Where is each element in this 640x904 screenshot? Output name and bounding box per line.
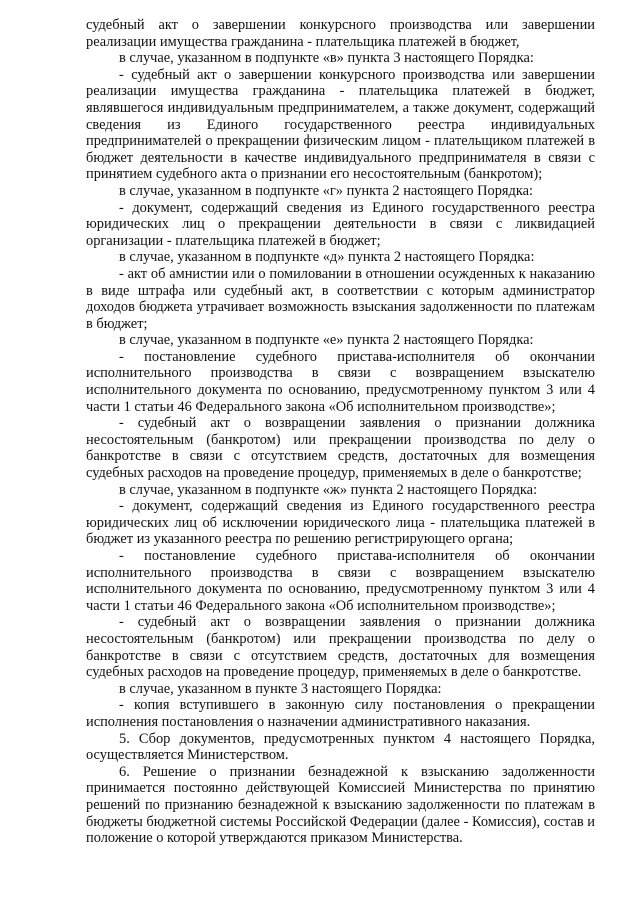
paragraph-clause-6: 6. Решение о признании безнадежной к взысканию задолженности принимается постоянно действующей Комиссией Министерства по принятию решений по признанию безнадежной к взысканию задолженности по платежам в бюджеты бюджетной системы Российской Федерации (далее - Комиссия), состав и положение о которой утверждаются приказом Министерства. xyxy=(86,763,595,847)
paragraph-case-d-item: - акт об амнистии или о помиловании в отношении осужденных к наказанию в виде штрафа или судебный акт, в соответствии с которым администратор доходов бюджета утрачивает возможность взыскания задолженности по платежам в бюджет; xyxy=(86,265,595,332)
paragraph-case-zh-item-2: - постановление судебного пристава-исполнителя об окончании исполнительного производства в связи с возвращением взыскателю исполнительного документа по основанию, предусмотренному пунктом 3 или 4 части 1 статьи 46 Федерального закона «Об исполнительном производстве»; xyxy=(86,548,595,614)
paragraph-case-e-heading: в случае, указанном в подпункте «е» пункта 2 настоящего Порядка: xyxy=(119,332,534,349)
paragraph-case-v-heading: в случае, указанном в подпункте «в» пункта 3 настоящего Порядка: xyxy=(119,50,534,67)
paragraph-case-p3-item: - копия вступившего в законную силу постановления о прекращении исполнения постановления о назначении административного наказания. xyxy=(86,697,595,730)
paragraph-case-zh-item-1: - документ, содержащий сведения из Единого государственного реестра юридических лиц об исключении юридического лица - плательщика платежей в бюджет из указанного реестра по решению регистрирующего органа; xyxy=(86,498,595,548)
document-page xyxy=(86,17,595,847)
paragraph-case-p3-heading: в случае, указанном в пункте 3 настоящего Порядка: xyxy=(119,680,442,697)
paragraph-case-v-item: - судебный акт о завершении конкурсного производства или завершении реализации имущества гражданина - плательщика платежей в бюджет, являвшегося индивидуальным предпринимателем, а также документ, содержащий сведения из Единого государственного реестра индивидуальных предпринимателей о прекращении физическим лицом - плательщиком платежей в бюджет деятельности в качестве индивидуального предпринимателя в связи с принятием судебного акта о признании его несостоятельным (банкротом); xyxy=(86,66,595,183)
paragraph-case-e-item-1: - постановление судебного пристава-исполнителя об окончании исполнительного производства в связи с возвращением взыскателю исполнительного документа по основанию, предусмотренному пунктом 3 или 4 части 1 статьи 46 Федерального закона «Об исполнительном производстве»; xyxy=(86,348,595,415)
paragraph-case-zh-item-3: - судебный акт о возвращении заявления о признании должника несостоятельным (банкротом) или прекращении производства по делу о банкротстве в связи с отсутствием средств, достаточных для возмещения судебных расходов на проведение процедур, применяемых в деле о банкротстве. xyxy=(86,614,595,681)
paragraph-case-g-heading: в случае, указанном в подпункте «г» пункта 2 настоящего Порядка: xyxy=(119,182,534,199)
paragraph-case-g-item: - документ, содержащий сведения из Единого государственного реестра юридических лиц о прекращении деятельности в связи с ликвидацией организации - плательщика платежей в бюджет; xyxy=(86,199,595,249)
paragraph-continuation: судебный акт о завершении конкурсного производства или завершении реализации имущества гражданина - плательщика платежей в бюджет, xyxy=(86,17,595,50)
paragraph-case-zh-heading: в случае, указанном в подпункте «ж» пункта 2 настоящего Порядка: xyxy=(119,481,538,498)
paragraph-clause-5: 5. Сбор документов, предусмотренных пунктом 4 настоящего Порядка, осуществляется Министерством. xyxy=(86,730,595,764)
paragraph-case-e-item-2: - судебный акт о возвращении заявления о признании должника несостоятельным (банкротом) или прекращении производства по делу о банкротстве в связи с отсутствием средств, достаточных для возмещения судебных расходов на проведение процедур, применяемых в деле о банкротстве; xyxy=(86,415,595,482)
paragraph-case-d-heading: в случае, указанном в подпункте «д» пункта 2 настоящего Порядка: xyxy=(119,249,535,266)
